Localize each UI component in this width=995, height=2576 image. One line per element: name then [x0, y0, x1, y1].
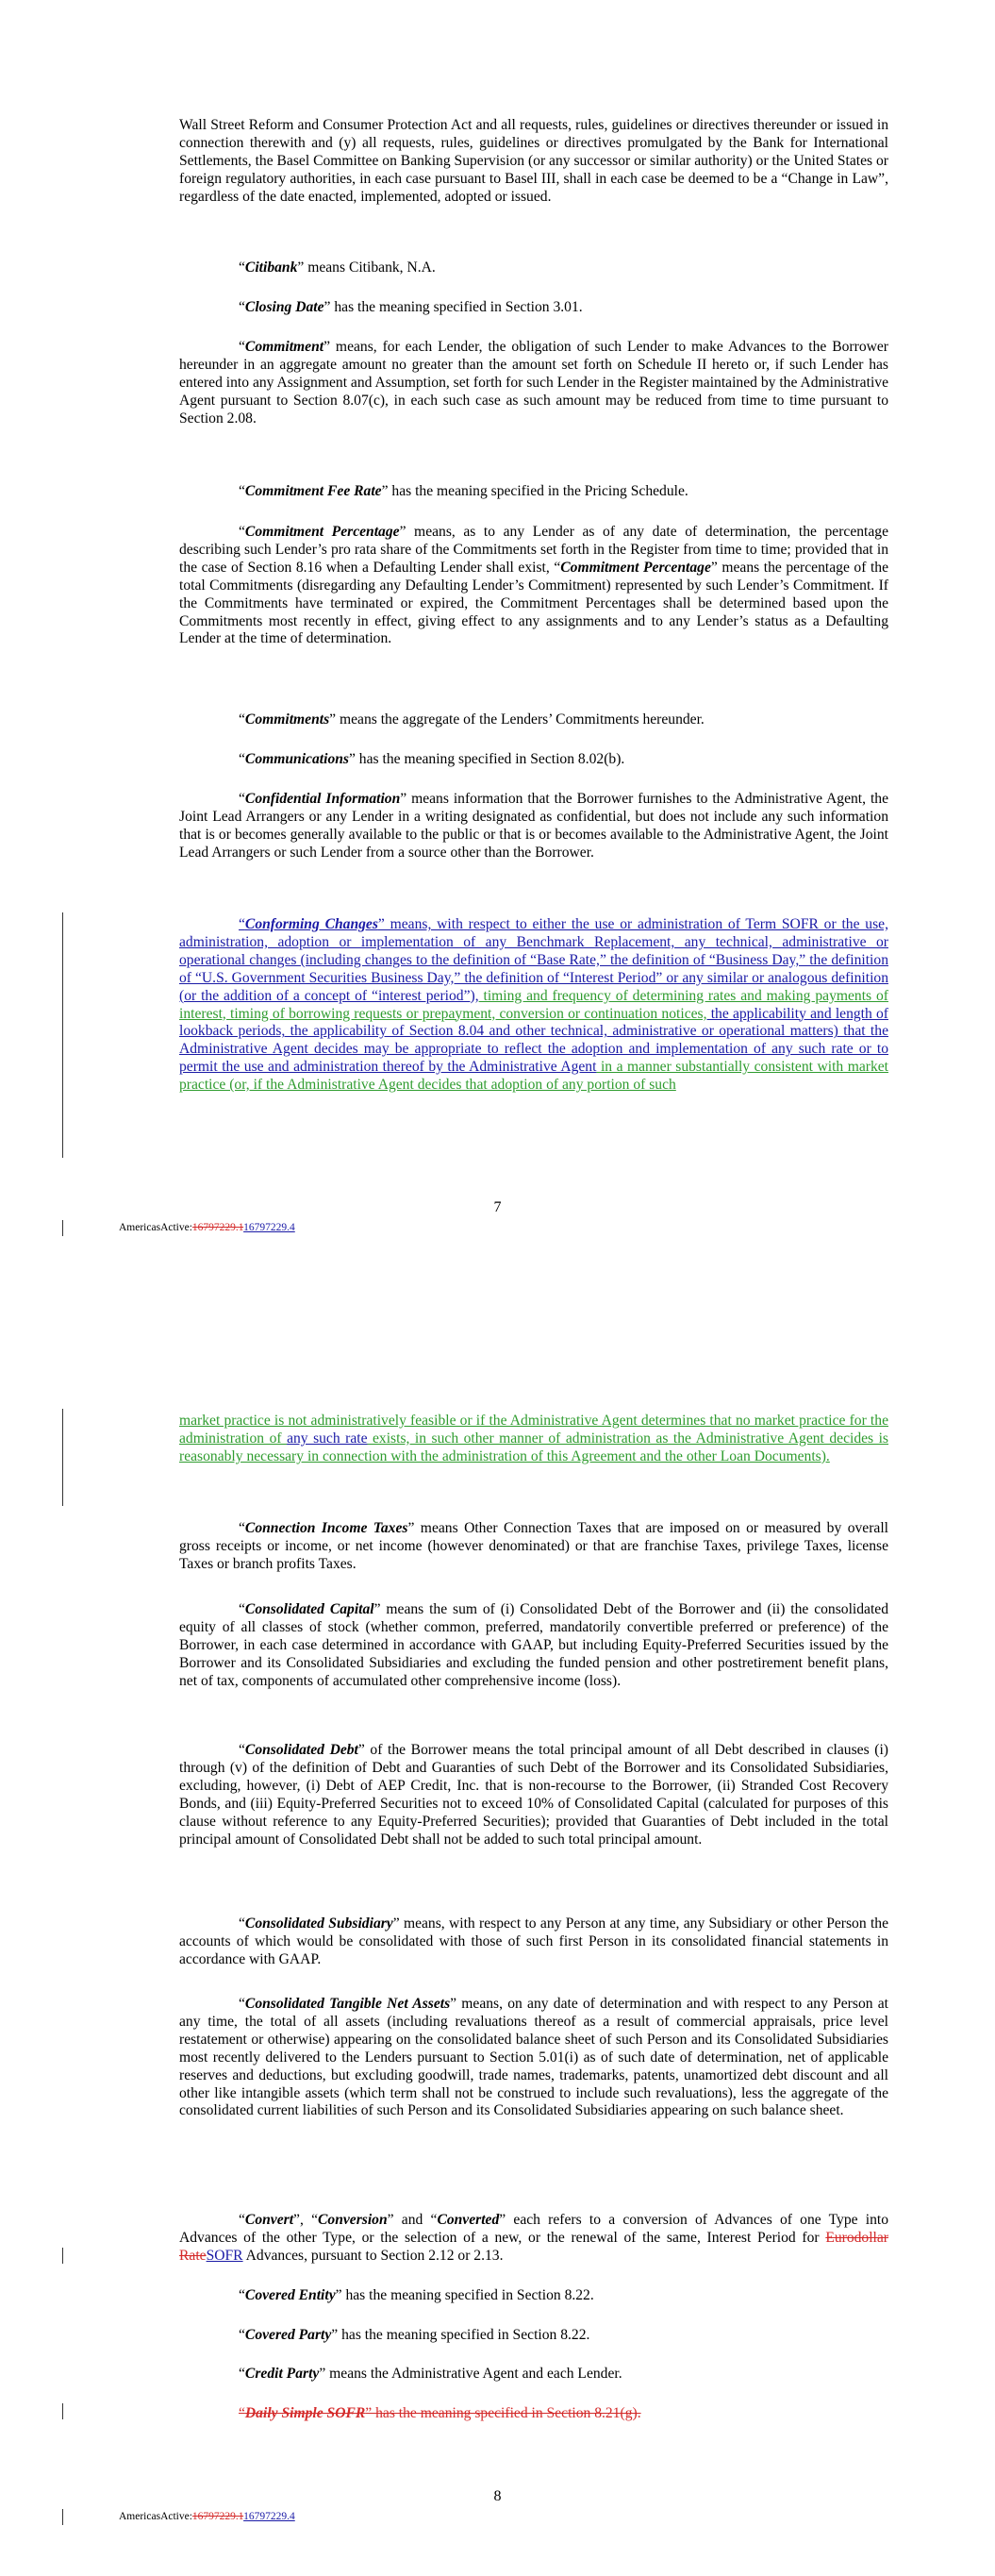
inserted-text: 16797229.4 — [243, 2511, 295, 2522]
defined-term: Connection Income Taxes — [244, 1520, 408, 1536]
definition-commitments: “Commitments” means the aggregate of the Lenders’ Commitments hereunder. — [239, 711, 705, 728]
defined-term: Credit Party — [244, 2366, 320, 2382]
definition-convert: “Convert”, “Conversion” and “Converted” each refers to a conversion of Advances of one Type into Advances of the other Type, or the selection of a new, or the renewal of the same, Interest Period for Eurodollar RateSOFR Advances, pursuant to Section 2.12 or 2.13. — [179, 2212, 889, 2264]
defined-term: Commitment Percentage — [244, 524, 400, 540]
paragraph-conforming-changes-continuation — [179, 1413, 888, 1466]
definition-commitment: “Commitment” means, for each Lender, the obligation of such Lender to make Advances to the Borrower hereunder in an aggregate amount no greater than the amount set forth on Schedule II hereto or, if such Lender has entered into any Assignment and Assumption, set forth for such Lender in the Register maintained by the Administrative Agent pursuant to Section 8.07(c), in each such case as such amount may be reduced from time to time pursuant to Section 2.08. — [179, 339, 888, 427]
defined-term: Confidential Information — [244, 791, 401, 807]
definition-consolidated-tangible-net-assets: “Consolidated Tangible Net Assets” means, on any date of determination and with respect to any Person at any time, the total of all assets (including revaluations thereof as a result of commercial appraisals, price level restatement or otherwise) appearing on the consolidated balance sheet of such Person and its Consolidated Subsidiaries most recently delivered to the Lenders pursuant to Section 5.01(i) as of such date of determination, net of applicable reserves and deductions, but excluding goodwill, trade names, trademarks, patents, unamortized debt discount and all other like intangible assets (which term shall not be construed to include such revaluations), less the aggregate of the consolidated current liabilities of such Person and its Consolidated Subsidiaries appearing on such balance sheet. — [179, 1996, 889, 2119]
moved-text: timing and frequency of determining rates and making payments of interest, timing of borrowing requests or prepayment, conversion or continuation notices, — [179, 987, 889, 1022]
defined-term: Converted — [437, 2212, 500, 2228]
defined-term: Commitment Fee Rate — [244, 483, 382, 499]
deleted-text: “ — [239, 2405, 245, 2421]
defined-term: Consolidated Capital — [244, 1601, 374, 1617]
definition-conforming-changes — [179, 916, 888, 1095]
defined-term: Closing Date — [244, 299, 324, 315]
defined-term: Consolidated Debt — [244, 1742, 358, 1758]
definition-consolidated-debt: “Consolidated Debt” of the Borrower means the total principal amount of all Debt described in clauses (i) through (v) of the definition of Debt and Guaranties of such Debt of the Borrower and its Consolidated Subsidiaries, excluding, however, (i) Debt of AEP Credit, Inc. that is non-recourse to the Borrower, (ii) Stranded Cost Recovery Bonds, and (iii) Equity-Preferred Securities not to exceed 10% of Consolidated Capital (calculated for purposes of this clause without reference to any Equity-Preferred Securities); provided that Guaranties of Debt included in the total principal amount of Consolidated Debt shall not be added to such total principal amount. — [179, 1742, 888, 1848]
definition-citibank: “Citibank” means Citibank, N.A. — [239, 259, 436, 276]
definition-closing-date: “Closing Date” has the meaning specified in Section 3.01. — [239, 299, 583, 315]
moved-text: exists, in such other manner of administration as the Administrative Agent decides is reasonably necessary in connection with the administration of this Agreement and the other Loan Documents). — [179, 1430, 889, 1464]
deleted-text: Eurodollar Rate — [179, 2229, 888, 2264]
defined-term: Consolidated Subsidiary — [244, 1915, 393, 1932]
definition-connection-income-taxes: “Connection Income Taxes” means Other Connection Taxes that are imposed on or measured by overall gross receipts or income, or net income (however denominated) or that are franchise Taxes, privilege Taxes, license Taxes or branch profits Taxes. — [179, 1520, 888, 1572]
inserted-text: the applicability and length of lookback periods, the applicability of Section 8.04 and other technical, administrative or operational matters) that the Administrative Agent decides may be appropriate to reflect the adoption and implementation of any such rate or to permit the use and administration thereof by the Administrative Agent — [179, 1005, 888, 1076]
defined-term: Covered Party — [244, 2327, 332, 2343]
definition-covered-entity: “Covered Entity” has the meaning specified in Section 8.22. — [239, 2287, 594, 2303]
moved-text: in a manner substantially consistent with market practice (or, if the Administrative Agent decides that adoption of any portion of such — [179, 1059, 889, 1094]
definition-communications: “Communications” has the meaning specified in Section 8.02(b). — [239, 751, 625, 767]
definition-daily-simple-sofr-deleted — [179, 2405, 888, 2423]
defined-term: Conversion — [318, 2212, 388, 2228]
change-bar — [62, 2248, 63, 2264]
change-bar — [62, 912, 63, 1158]
defined-term: Commitment Percentage — [560, 559, 711, 576]
defined-term: Communications — [244, 751, 349, 767]
defined-term: Convert — [244, 2212, 294, 2228]
paragraph-change-in-law-continuation: Wall Street Reform and Consumer Protection Act and all requests, rules, guidelines or directives thereunder or issued in connection therewith and (y) all requests, rules, guidelines or directives promulgated by the Bank for International Settlements, the Basel Committee on Banking Supervision (or any successor or similar authority) or the United States or foreign regulatory authorities, in each case pursuant to Basel III, shall in each case be deemed to be a “Change in Law”, regardless of the date enacted, implemented, adopted or issued. — [179, 117, 888, 205]
defined-term: Commitments — [244, 711, 330, 728]
definition-consolidated-subsidiary: “Consolidated Subsidiary” means, with respect to any Person at any time, any Subsidiary or other Person the accounts of which would be consolidated with those of such first Person in its consolidated financial statements in accordance with GAAP. — [179, 1915, 888, 1967]
inserted-text: ” means, with respect to either the use or administration of Term SOFR or the use, administration, adoption or implementation of any Benchmark Replacement, any technical, administrative or operational changes (including changes to the definition of “Base Rate,” the definition of “Business Day,” the definition of “U.S. Government Securities Business Day,” the definition of “Interest Period” or any similar or analogous definition (or the addition of a concept of “interest period”), — [179, 916, 888, 1004]
inserted-text: SOFR — [206, 2247, 243, 2264]
defined-term: Consolidated Tangible Net Assets — [244, 1996, 451, 2012]
deleted-text: ” has the meaning specified in Section 8.21(g). — [365, 2405, 641, 2421]
defined-term: Citibank — [244, 259, 298, 276]
definition-commitment-fee-rate: “Commitment Fee Rate” has the meaning specified in the Pricing Schedule. — [239, 483, 688, 499]
change-bar — [62, 2403, 63, 2419]
inserted-text: “ — [239, 916, 245, 932]
definition-consolidated-capital: “Consolidated Capital” means the sum of (i) Consolidated Debt of the Borrower and (ii) the consolidated equity of all classes of stock (whether common, preferred, mandatorily convertible preferred or preference) of the Borrower, in each case determined in accordance with GAAP, but including Equity-Preferred Securities issued by the Borrower and its Consolidated Subsidiaries and excluding the funded pension and other postretirement benefit plans, net of tax, components of accumulated other comprehensive income (loss). — [179, 1601, 889, 1689]
inserted-text: any such rate — [287, 1430, 368, 1447]
defined-term: Commitment — [244, 339, 324, 355]
deleted-text: 16797229.1 — [191, 1222, 244, 1233]
change-bar — [62, 2509, 63, 2525]
page-number: 8 — [493, 2488, 502, 2504]
defined-term-inserted: Conforming Changes — [244, 916, 378, 932]
defined-term: Covered Entity — [244, 2287, 336, 2303]
change-bar — [62, 1220, 63, 1236]
document-footer: AmericasActive:16797229.116797229.4 — [119, 1222, 295, 1233]
definition-confidential-information: “Confidential Information” means information that the Borrower furnishes to the Administrative Agent, the Joint Lead Arrangers or any Lender in a writing designated as confidential, but does not include any such information that is or becomes generally available to the public or that is or becomes available to the Administrative Agent, the Joint Lead Arrangers or such Lender from a source other than the Borrower. — [179, 791, 888, 861]
inserted-text: 16797229.4 — [243, 1222, 295, 1233]
definition-covered-party: “Covered Party” has the meaning specified in Section 8.22. — [239, 2327, 590, 2343]
deleted-text: 16797229.1 — [191, 2511, 244, 2522]
page-number: 7 — [493, 1199, 502, 1215]
defined-term-deleted: Daily Simple SOFR — [244, 2405, 366, 2421]
moved-text: market practice is not administratively feasible or if the Administrative Agent determines that no market practice for the administration of — [179, 1413, 888, 1447]
definition-commitment-percentage: “Commitment Percentage” means, as to any Lender as of any date of determination, the percentage describing such Lender’s pro rata share of the Commitments set forth in the Register from time to time; provided that in the case of Section 8.16 when a Defaulting Lender shall exist, “Commitment Percentage” means the percentage of the total Commitments (disregarding any Defaulting Lender’s Commitment) represented by such Lender’s Commitment. If the Commitments have terminated or expired, the Commitment Percentages shall be determined based upon the Commitments most recently in effect, giving effect to any assignments and to any Lender’s status as a Defaulting Lender at the time of determination. — [179, 524, 889, 647]
document-footer: AmericasActive:16797229.116797229.4 — [119, 2511, 295, 2522]
definition-credit-party: “Credit Party” means the Administrative Agent and each Lender. — [239, 2366, 622, 2382]
change-bar — [62, 1409, 63, 1506]
